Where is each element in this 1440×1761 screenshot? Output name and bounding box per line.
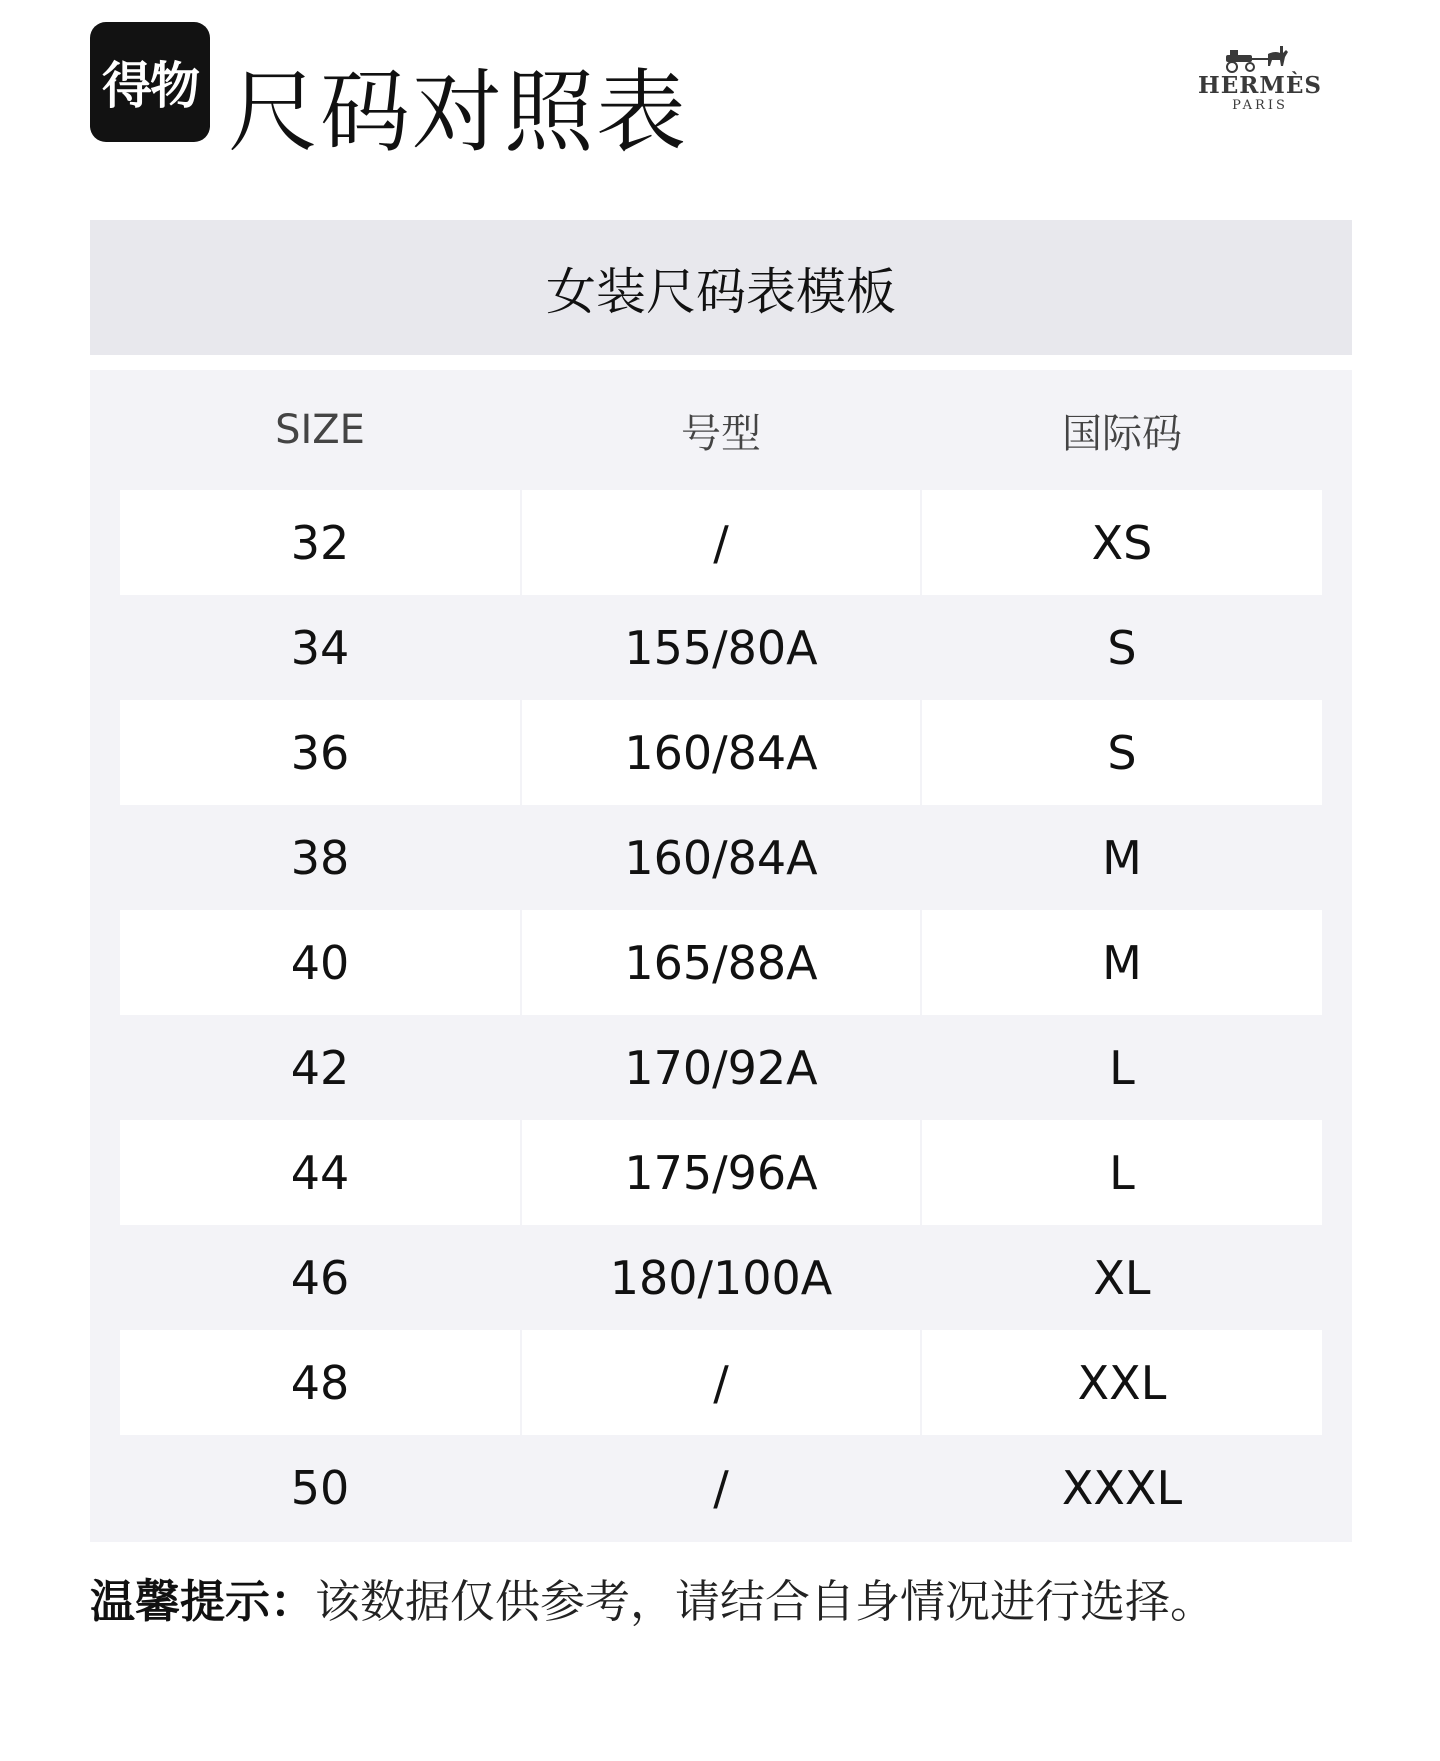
cell-height-bust: 170/92A bbox=[624, 1040, 818, 1095]
table-row bbox=[120, 1435, 1322, 1540]
table-row bbox=[120, 910, 1322, 1015]
table-title-band bbox=[90, 220, 1352, 355]
cell-intl-size: XXXL bbox=[1061, 1460, 1183, 1515]
brand-city: PARIS bbox=[1232, 98, 1288, 113]
cell-intl-size: M bbox=[1102, 830, 1142, 885]
page-title: 尺码对照表 bbox=[228, 60, 688, 165]
cell-height-bust: / bbox=[520, 490, 922, 595]
cell-size: 46 bbox=[290, 1250, 350, 1305]
cell-intl-size: XXL bbox=[922, 1330, 1322, 1435]
cell-size: 50 bbox=[290, 1460, 350, 1515]
app-logo bbox=[90, 22, 210, 142]
note-label: 温馨提示： bbox=[90, 1575, 316, 1628]
footer-note bbox=[90, 1565, 1215, 1630]
carriage-icon bbox=[1220, 44, 1300, 74]
cell-height-bust: 155/80A bbox=[624, 620, 818, 675]
cell-intl-size: L bbox=[1109, 1040, 1135, 1095]
cell-size: 44 bbox=[120, 1120, 520, 1225]
table-row bbox=[120, 1330, 1322, 1435]
table-title: 女装尺码表模板 bbox=[546, 262, 896, 321]
table-row bbox=[120, 490, 1322, 595]
table-row bbox=[120, 805, 1322, 910]
cell-height-bust: / bbox=[520, 1330, 922, 1435]
brand-logo bbox=[1170, 44, 1350, 114]
cell-size: 40 bbox=[120, 910, 520, 1015]
table-row bbox=[120, 700, 1322, 805]
logo-text: 得物 bbox=[102, 57, 198, 115]
cell-size: 38 bbox=[290, 830, 350, 885]
column-header-height-bust: 号型 bbox=[681, 410, 761, 457]
table-row bbox=[120, 1225, 1322, 1330]
cell-height-bust: 160/84A bbox=[624, 830, 818, 885]
size-table bbox=[90, 370, 1352, 1542]
cell-height-bust: 180/100A bbox=[609, 1250, 833, 1305]
cell-size: 36 bbox=[120, 700, 520, 805]
cell-size: 32 bbox=[120, 490, 520, 595]
brand-name: HERMÈS bbox=[1198, 72, 1322, 99]
cell-size: 34 bbox=[290, 620, 350, 675]
table-row bbox=[120, 1120, 1322, 1225]
cell-size: 42 bbox=[290, 1040, 350, 1095]
cell-size: 48 bbox=[120, 1330, 520, 1435]
note-text: 该数据仅供参考，请结合自身情况进行选择。 bbox=[315, 1575, 1216, 1628]
table-row bbox=[120, 1015, 1322, 1120]
column-header-size: SIZE bbox=[275, 407, 365, 453]
cell-height-bust: 165/88A bbox=[520, 910, 922, 1015]
cell-intl-size: M bbox=[922, 910, 1322, 1015]
cell-height-bust: / bbox=[713, 1460, 729, 1515]
cell-intl-size: S bbox=[1107, 620, 1137, 675]
cell-height-bust: 160/84A bbox=[520, 700, 922, 805]
cell-intl-size: XL bbox=[1093, 1250, 1151, 1305]
table-body bbox=[120, 490, 1322, 1540]
column-header-intl-size: 国际码 bbox=[1062, 410, 1182, 457]
cell-intl-size: XS bbox=[922, 490, 1322, 595]
cell-intl-size: S bbox=[922, 700, 1322, 805]
cell-intl-size: L bbox=[922, 1120, 1322, 1225]
table-header bbox=[120, 370, 1322, 490]
cell-height-bust: 175/96A bbox=[520, 1120, 922, 1225]
table-row bbox=[120, 595, 1322, 700]
